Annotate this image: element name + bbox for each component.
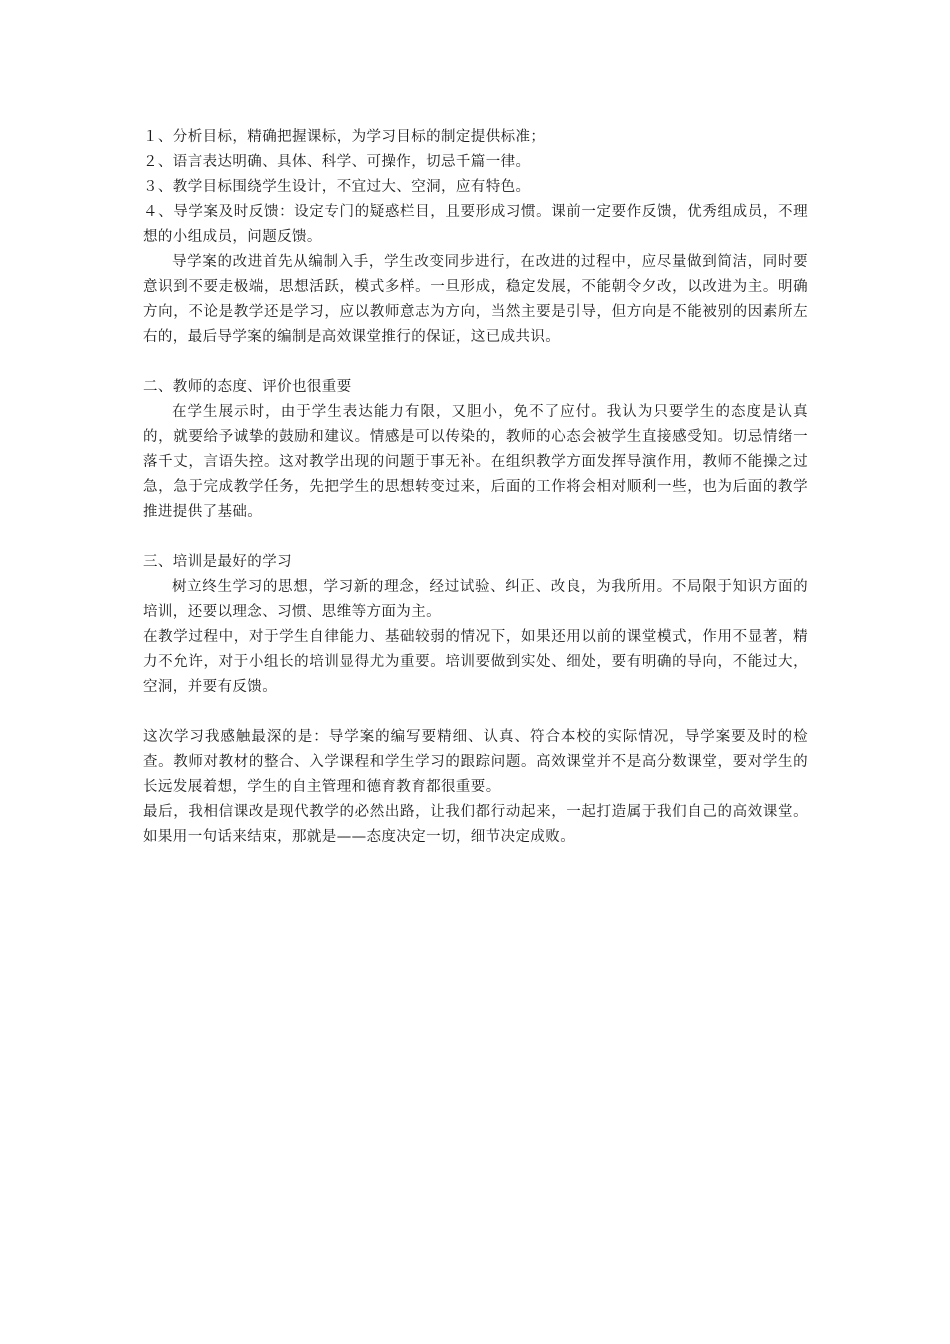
list-item-3: ３、教学目标围绕学生设计，不宜过大、空洞，应有特色。 xyxy=(143,179,531,195)
spacer xyxy=(143,525,808,550)
paragraph-conclusion: 最后，我相信课改是现代教学的必然出路，让我们都行动起来，一起打造属于我们自己的高效课堂。如果用一句话来结束，那就是——态度决定一切，细节决定成败。 xyxy=(143,804,808,845)
section-heading-2: 二、教师的态度、评价也很重要 xyxy=(143,379,352,395)
section-heading-3: 三、培训是最好的学习 xyxy=(143,554,292,570)
list-item-1: １、分析目标，精确把握课标，为学习目标的制定提供标准； xyxy=(143,129,546,145)
paragraph-reflection: 这次学习我感触最深的是：导学案的编写要精细、认真、符合本校的实际情况，导学案要及时的检查。教师对教材的整合、入学课程和学生学习的跟踪问题。高效课堂并不是高分数课堂，要对学生的长远发展着想，学生的自主管理和德育教育都很重要。 xyxy=(143,729,808,795)
paragraph-group-leader-training: 在教学过程中，对于学生自律能力、基础较弱的情况下，如果还用以前的课堂模式，作用不显著，精力不允许，对于小组长的培训显得尤为重要。培训要做到实处、细处，要有明确的导向，不能过大，空洞，并要有反馈。 xyxy=(143,629,808,695)
paragraph-guided-plan: 导学案的改进首先从编制入手，学生改变同步进行，在改进的过程中，应尽量做到简洁，同时要意识到不要走极端，思想活跃，模式多样。一旦形成，稳定发展，不能朝令夕改，以改进为主。明确方向，不论是教学还是学习，应以教师意志为方向，当然主要是引导，但方向是不能被别的因素所左右的，最后导学案的编制是高效课堂推行的保证，这已成共识。 xyxy=(143,254,808,345)
paragraph-teacher-attitude: 在学生展示时，由于学生表达能力有限，又胆小，免不了应付。我认为只要学生的态度是认真的，就要给予诚挚的鼓励和建议。情感是可以传染的，教师的心态会被学生直接感受知。切忌情绪一落千丈，言语失控。这对教学出现的问题于事无补。在组织教学方面发挥导演作用，教师不能操之过急，急于完成教学任务，先把学生的思想转变过来，后面的工作将会相对顺利一些，也为后面的教学推进提供了基础。 xyxy=(143,404,808,520)
paragraph-lifelong-learning: 树立终生学习的思想，学习新的理念，经过试验、纠正、改良，为我所用。不局限于知识方面的培训，还要以理念、习惯、思维等方面为主。 xyxy=(143,579,808,620)
list-item-4: ４、导学案及时反馈：设定专门的疑惑栏目，且要形成习惯。课前一定要作反馈，优秀组成员，不理想的小组成员，问题反馈。 xyxy=(143,204,808,245)
spacer xyxy=(143,700,808,725)
spacer xyxy=(143,350,808,375)
document-body xyxy=(143,125,808,850)
list-item-2: ２、语言表达明确、具体、科学、可操作，切忌千篇一律。 xyxy=(143,154,531,170)
